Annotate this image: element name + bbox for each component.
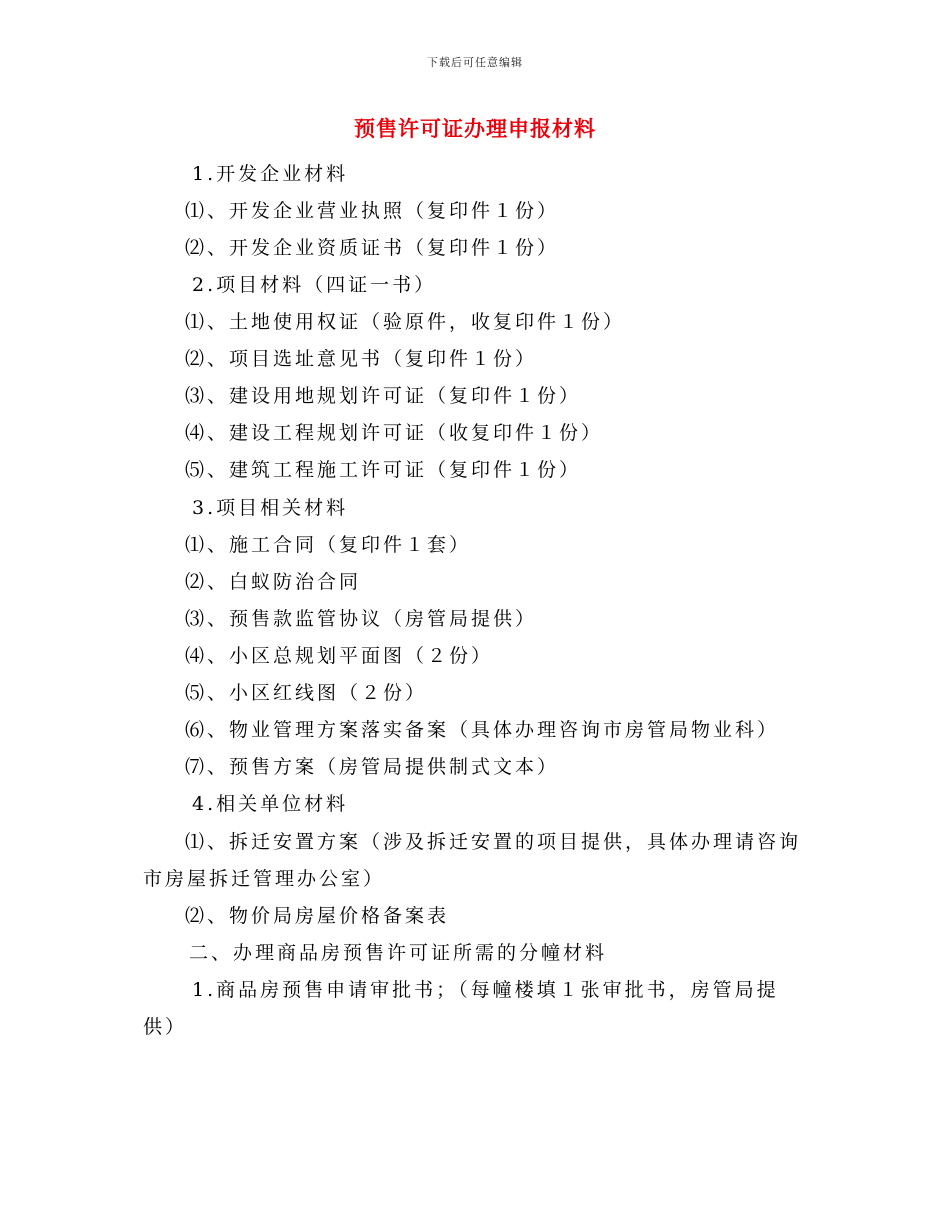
section-heading-part-2: 二、办理商品房预售许可证所需的分幢材料 bbox=[189, 942, 608, 964]
list-item: ⑷、小区总规划平面图（２份） bbox=[185, 645, 494, 667]
list-item: ⑵、开发企业资质证书（复印件１份） bbox=[185, 237, 560, 259]
list-item: ⑴、拆迁安置方案（涉及拆迁安置的项目提供，具体办理请咨询 bbox=[185, 831, 802, 853]
list-item: ⑵、白蚁防治合同 bbox=[185, 571, 362, 593]
list-item: ⑴、施工合同（复印件１套） bbox=[185, 534, 472, 556]
list-item-continuation: 供） bbox=[143, 1016, 188, 1038]
list-item: ⑺、预售方案（房管局提供制式文本） bbox=[185, 756, 560, 778]
list-item: ⑸、建筑工程施工许可证（复印件１份） bbox=[185, 459, 582, 481]
list-item: 1.商品房预售申请审批书；（每幢楼填１张审批书，房管局提 bbox=[192, 979, 779, 1001]
list-item: ⑵、项目选址意见书（复印件１份） bbox=[185, 348, 538, 370]
list-item: ⑴、土地使用权证（验原件，收复印件１份） bbox=[185, 311, 626, 333]
section-heading-4: 4.相关单位材料 bbox=[192, 793, 349, 815]
list-item: ⑸、小区红线图（２份） bbox=[185, 682, 428, 704]
header-note: 下载后可任意编辑 bbox=[427, 56, 523, 69]
list-item: ⑹、物业管理方案落实备案（具体办理咨询市房管局物业科） bbox=[185, 719, 780, 741]
section-heading-2: 2.项目材料（四证一书） bbox=[192, 274, 437, 296]
section-heading-3: 3.项目相关材料 bbox=[192, 497, 349, 519]
section-heading-1: 1.开发企业材料 bbox=[192, 163, 349, 185]
list-item-continuation: 市房屋拆迁管理办公室） bbox=[143, 868, 386, 890]
list-item: ⑷、建设工程规划许可证（收复印件１份） bbox=[185, 422, 604, 444]
document-title: 预售许可证办理申报材料 bbox=[354, 116, 596, 141]
list-item: ⑵、物价局房屋价格备案表 bbox=[185, 905, 450, 927]
list-item: ⑴、开发企业营业执照（复印件１份） bbox=[185, 200, 560, 222]
list-item: ⑶、建设用地规划许可证（复印件１份） bbox=[185, 385, 582, 407]
list-item: ⑶、预售款监管协议（房管局提供） bbox=[185, 608, 538, 630]
